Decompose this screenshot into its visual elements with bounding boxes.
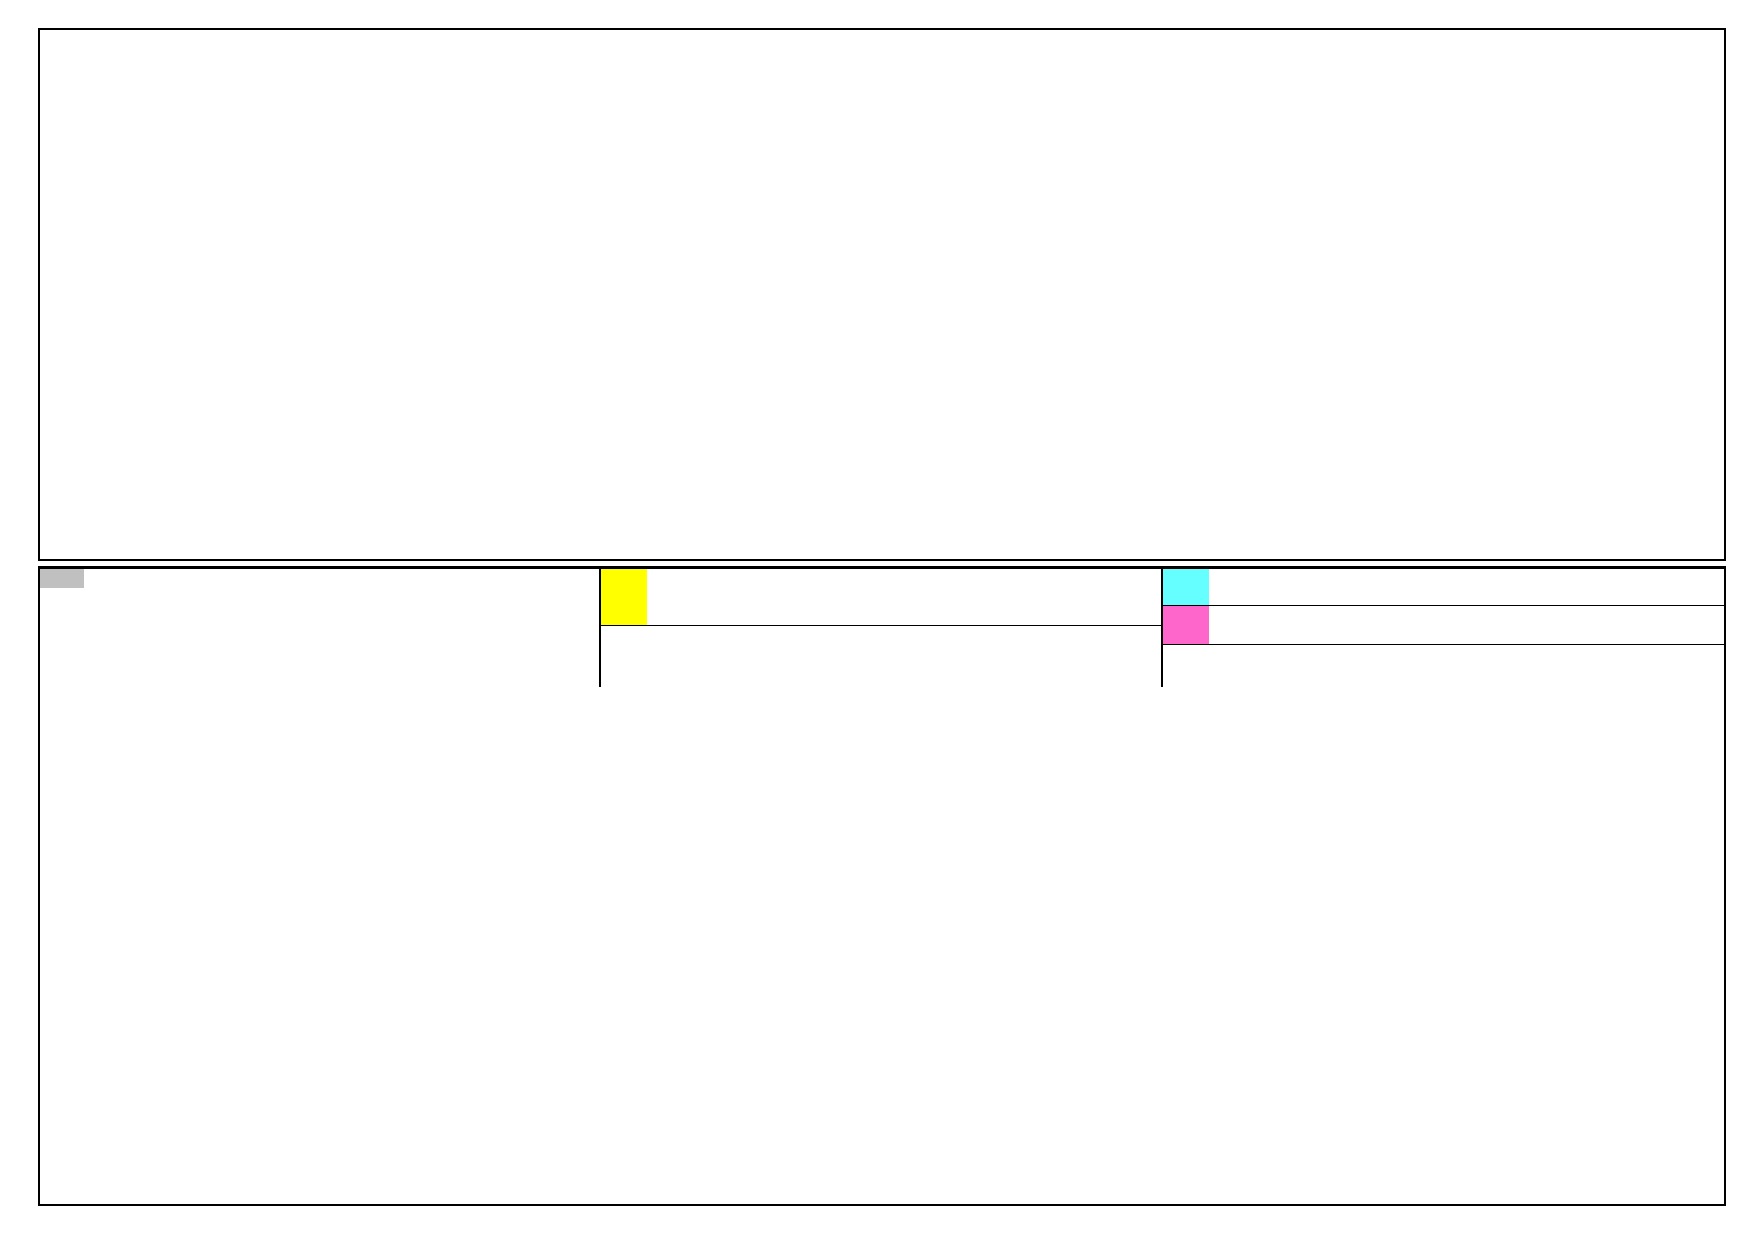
legend-weekend-row xyxy=(40,569,599,588)
legend-middle xyxy=(601,569,1162,687)
legend-cyan-swatch xyxy=(1163,569,1209,605)
legend-cyan-box xyxy=(1163,569,1724,606)
legend xyxy=(40,568,1724,687)
legend-pink-swatch xyxy=(1163,606,1209,644)
legend-right xyxy=(1163,569,1724,687)
timetable-page xyxy=(38,28,1726,1206)
legend-cyan-text xyxy=(1209,569,1724,605)
legend-weekend-text xyxy=(84,569,88,588)
legend-left xyxy=(40,569,601,687)
legend-yellow-text xyxy=(647,569,1160,625)
legend-pink-text xyxy=(1209,606,1724,644)
legend-yellow-swatch xyxy=(601,569,647,625)
legend-yellow-box xyxy=(601,569,1160,626)
bottom-section xyxy=(38,566,1726,1206)
legend-pink-box xyxy=(1163,606,1724,645)
top-section xyxy=(38,28,1726,561)
legend-gray-swatch xyxy=(40,569,84,588)
